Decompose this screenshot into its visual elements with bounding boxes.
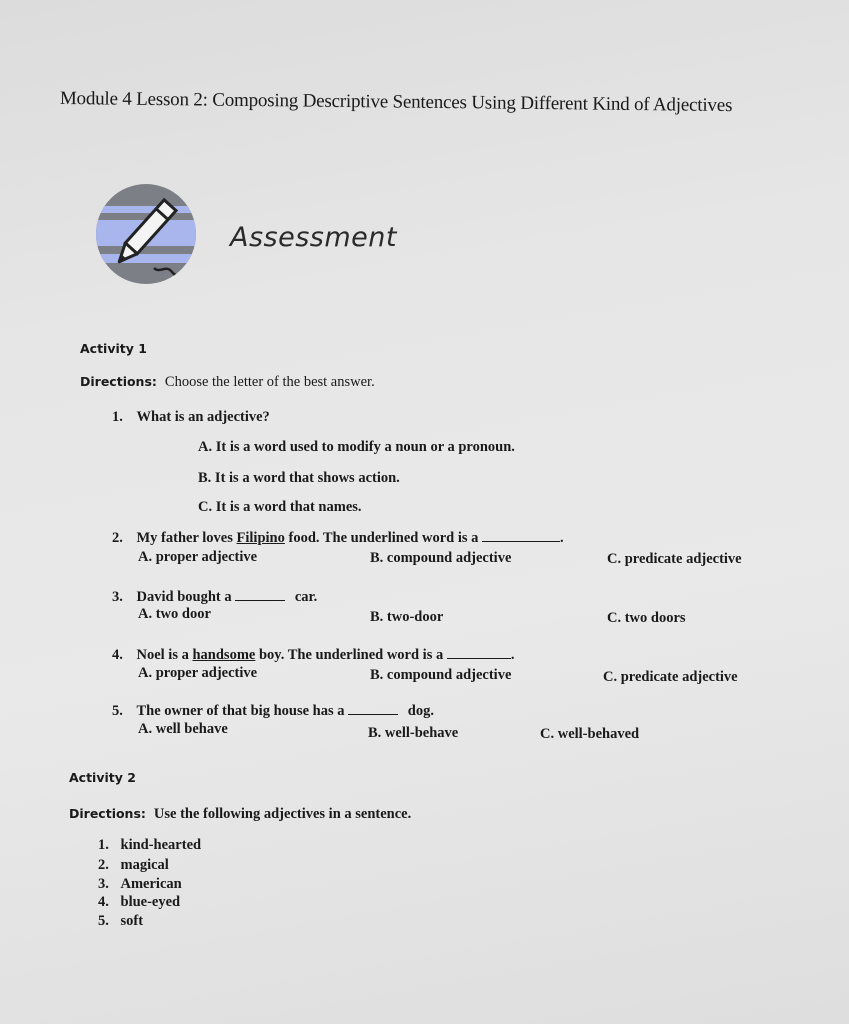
activity1-heading: Activity 1: [80, 341, 147, 356]
q3-option-b: B. two-door: [370, 609, 444, 625]
item-word: blue-eyed: [120, 894, 181, 910]
activity1-directions: [80, 373, 375, 391]
q5-option-b: B. well-behave: [368, 725, 459, 741]
answer-blank: [348, 702, 398, 715]
answer-blank: [235, 588, 285, 601]
directions-text: Choose the letter of the best answer.: [164, 374, 375, 390]
page-title: Module 4 Lesson 2: Composing Descriptive Sentences Using Different Kind of Adjectives: [59, 88, 733, 117]
item-word: American: [120, 876, 182, 892]
answer-blank: [482, 529, 560, 542]
assessment-banner: Assessment: [230, 222, 397, 253]
question-number: 5.: [112, 703, 123, 719]
question-pre: My father loves: [136, 530, 233, 546]
q5-option-c: C. well-behaved: [540, 726, 640, 742]
q3-option-a: A. two door: [138, 606, 211, 622]
question-1: [112, 409, 270, 426]
item-number: 1.: [98, 837, 109, 853]
adjective-item-5: [98, 913, 143, 930]
question-number: 3.: [112, 589, 123, 605]
question-number: 2.: [112, 530, 123, 546]
question-post: boy. The underlined word is a: [258, 647, 444, 663]
q5-option-a: A. well behave: [138, 721, 228, 737]
question-number: 4.: [112, 647, 123, 663]
question-2: [112, 529, 564, 547]
question-pre: The owner of that big house has a: [136, 703, 345, 719]
question-post: dog.: [407, 703, 434, 719]
adjective-item-3: [98, 876, 182, 893]
q2-option-c: C. predicate adjective: [607, 551, 742, 567]
activity2-heading: Activity 2: [69, 770, 136, 785]
question-number: 1.: [112, 409, 123, 425]
question-text: What is an adjective?: [136, 409, 270, 425]
pencil-icon: [96, 184, 196, 284]
item-number: 5.: [98, 913, 109, 929]
q3-option-c: C. two doors: [607, 610, 686, 626]
question-post: car.: [294, 589, 318, 605]
question-end: .: [510, 647, 515, 663]
item-number: 3.: [98, 876, 109, 892]
q1-option-b: B. It is a word that shows action.: [198, 470, 400, 486]
question-end: .: [560, 530, 564, 546]
q4-option-b: B. compound adjective: [370, 667, 512, 683]
question-pre: David bought a: [136, 589, 232, 605]
q1-option-a: A. It is a word used to modify a noun or a pronoun.: [198, 439, 515, 455]
question-post: food. The underlined word is a: [288, 530, 479, 546]
directions-label: Directions:: [80, 374, 157, 389]
q4-option-c: C. predicate adjective: [603, 669, 738, 685]
directions-text: Use the following adjectives in a sentence.: [153, 806, 412, 822]
directions-label: Directions:: [69, 806, 146, 821]
q2-option-a: A. proper adjective: [138, 549, 258, 565]
adjective-item-4: [98, 894, 180, 911]
adjective-item-2: [98, 857, 169, 874]
activity2-directions: [69, 805, 411, 823]
question-pre: Noel is a: [136, 647, 189, 663]
underlined-word: handsome: [192, 647, 256, 663]
item-word: magical: [120, 857, 169, 873]
item-number: 4.: [98, 894, 109, 910]
question-5: [112, 702, 434, 720]
question-4: [112, 646, 514, 664]
item-word: soft: [120, 913, 144, 929]
assessment-logo: [96, 184, 196, 284]
question-3: [112, 588, 317, 606]
adjective-item-1: [98, 837, 201, 854]
item-word: kind-hearted: [120, 837, 202, 853]
item-number: 2.: [98, 857, 109, 873]
underlined-word: Filipino: [236, 530, 285, 546]
q4-option-a: A. proper adjective: [138, 665, 258, 681]
answer-blank: [447, 646, 511, 659]
q1-option-c: C. It is a word that names.: [198, 499, 362, 515]
q2-option-b: B. compound adjective: [370, 550, 512, 566]
